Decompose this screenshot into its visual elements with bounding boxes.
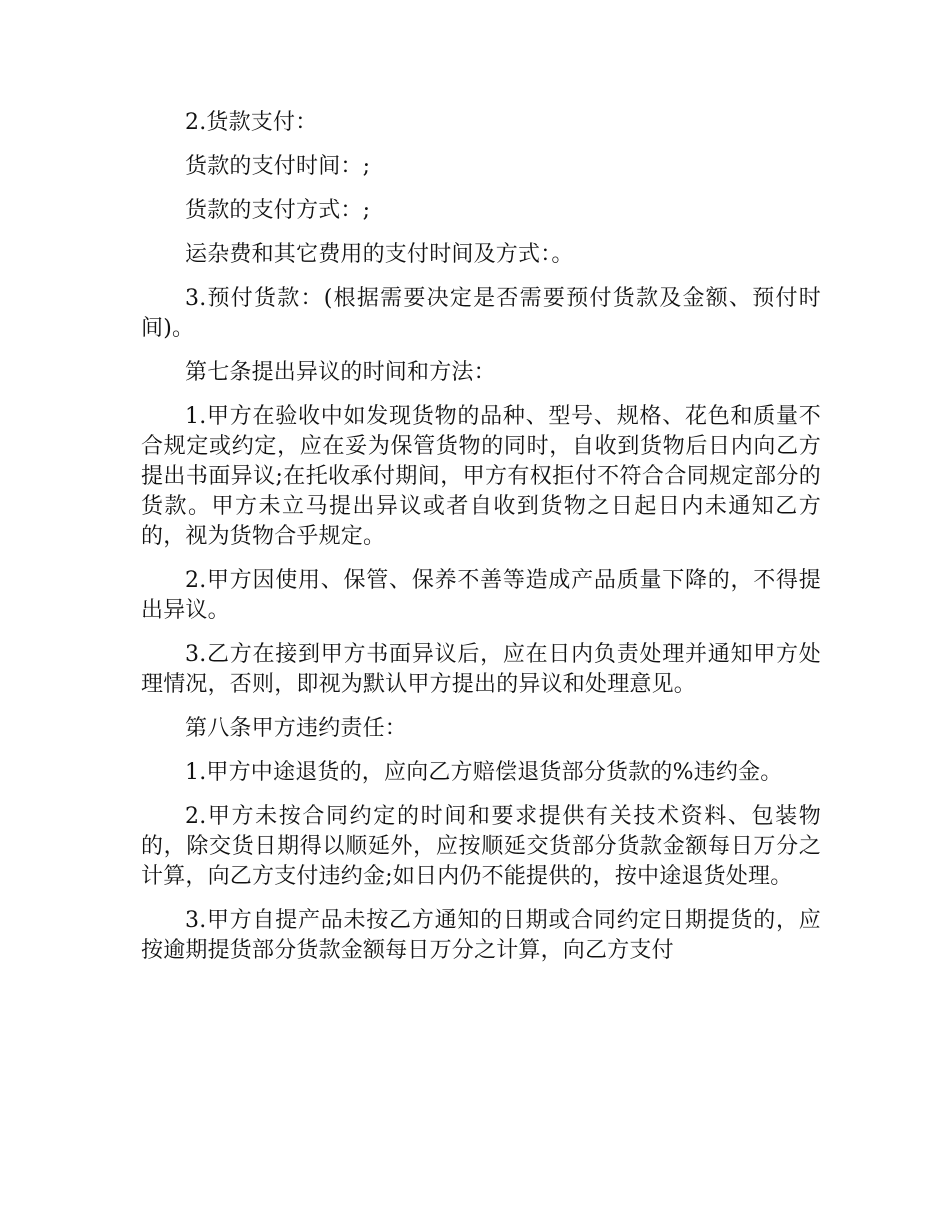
document-body: [141, 108, 821, 980]
paragraph-prepayment: 3.预付货款：(根据需要决定是否需要预付货款及金额、预付时间)。: [141, 286, 821, 341]
paragraph-objection-3: 3.乙方在接到甲方书面异议后，应在日内负责处理并通知甲方处理情况，否则，即视为默认甲方提出的异议和处理意见。: [141, 642, 821, 697]
paragraph-breach-2: 2.甲方未按合同约定的时间和要求提供有关技术资料、包装物的，除交货日期得以顺延外，应按顺延交货部分货款金额每日万分之计算，向乙方支付违约金;如日内仍不能提供的，按中途退货处理。: [141, 804, 821, 889]
paragraph-breach-1: 1.甲方中途退货的，应向乙方赔偿退货部分货款的%违约金。: [185, 760, 783, 785]
paragraph-payment-time: 货款的支付时间：;: [185, 154, 371, 179]
paragraph-payment-heading: 2.货款支付：: [185, 110, 318, 135]
paragraph-objection-2: 2.甲方因使用、保管、保养不善等造成产品质量下降的，不得提出异议。: [141, 568, 821, 623]
article-seven-heading: 第七条提出异议的时间和方法：: [185, 360, 496, 385]
paragraph-breach-3: 3.甲方自提产品未按乙方通知的日期或合同约定日期提货的，应按逾期提货部分货款金额每日万分之计算，向乙方支付: [141, 908, 821, 963]
paragraph-payment-method: 货款的支付方式：;: [185, 198, 371, 223]
paragraph-objection-1: 1.甲方在验收中如发现货物的品种、型号、规格、花色和质量不合规定或约定，应在妥为保管货物的同时，自收到货物后日内向乙方提出书面异议;在托收承付期间，甲方有权拒付不符合合同规定部分的货款。甲方未立马提出异议或者自收到货物之日起日内未通知乙方的，视为货物合乎规定。: [141, 404, 821, 549]
paragraph-freight-costs: 运杂费和其它费用的支付时间及方式：。: [185, 242, 574, 267]
article-eight-heading: 第八条甲方违约责任：: [185, 716, 408, 741]
